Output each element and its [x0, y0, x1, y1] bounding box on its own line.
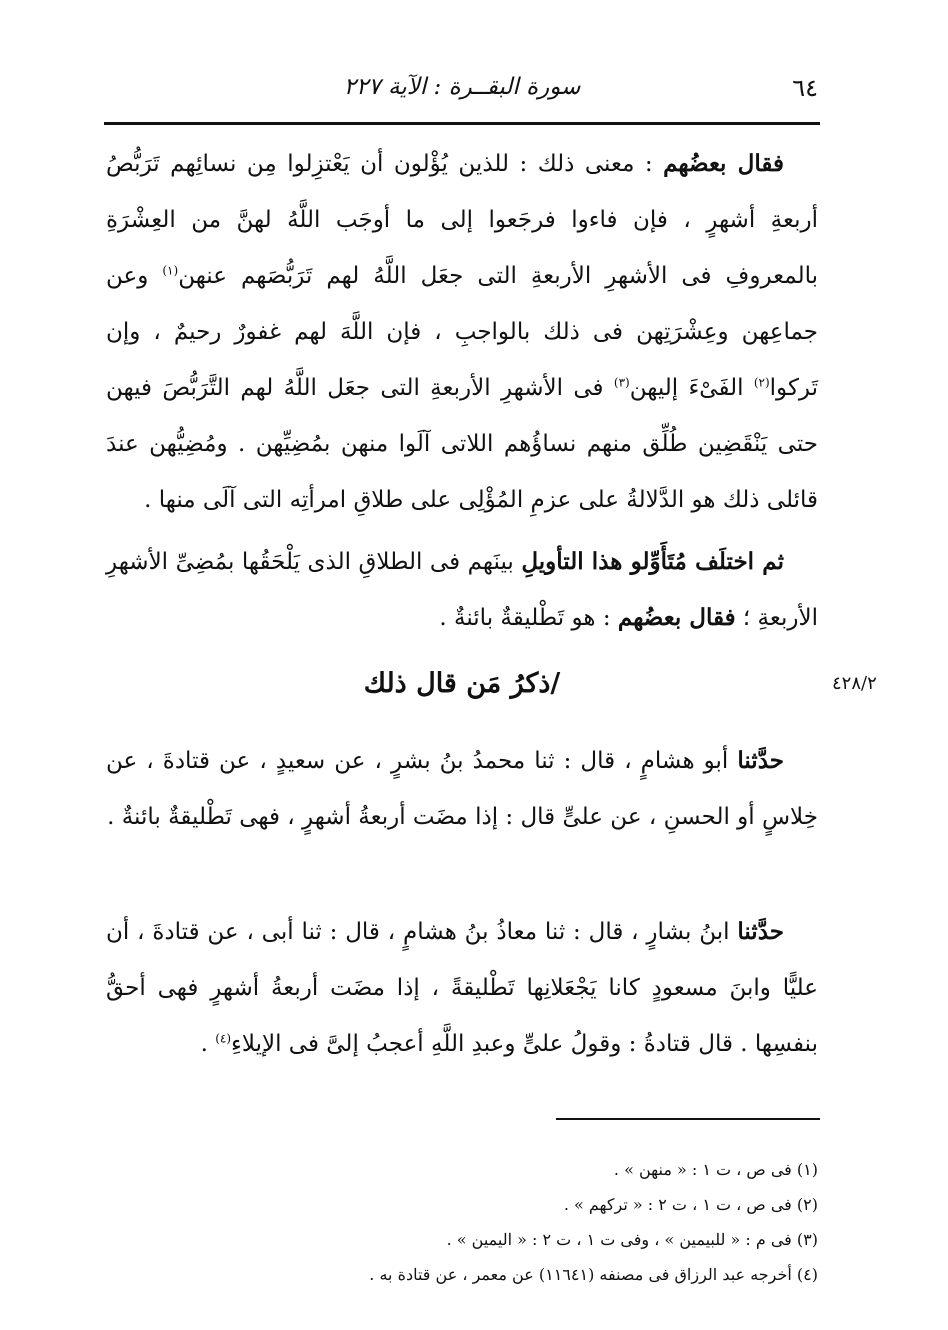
footnote-1: (١) فى ص ، ت ١ : « منهن » .: [613, 1160, 818, 1179]
hadith-1: [106, 733, 818, 845]
footnote-marker-2: (٢): [753, 375, 770, 390]
hadith-lead: حدَّثنا: [737, 747, 784, 774]
page-number: ٦٤: [792, 74, 818, 102]
paragraph-lead-2: فقال بعضُهم: [617, 604, 736, 631]
paragraph-text: بينَهم فى الطلاقِ الذى يَلْحَقُها بمُضِىِّ الأشهرِ الأربعةِ ؛: [106, 549, 818, 631]
commentary-paragraph-2: [106, 534, 818, 646]
hadith-text: ابنُ بشارٍ ، قال : ثنا معاذُ بنُ هشامٍ ، قال : ثنا أبى ، عن قتادةَ ، أن عليًّا وابنَ مسعودٍ كانا يَجْعَلانِها تَطْليقةً ، إذا مضَت أربعةُ أشهرٍ فهى أحقُّ بنفسِها . قال قتادةُ : وقولُ علىٍّ وعبدِ اللَّهِ أعجبُ إلىَّ فى الإيلاءِ: [106, 919, 818, 1057]
footnote-4: (٤) أخرجه عبد الرزاق فى مصنفه (١١٦٤١) عن معمر ، عن قتادة به .: [369, 1265, 818, 1284]
footnote-marker-3: (٣): [613, 375, 630, 390]
hadith-text: أبو هشامٍ ، قال : ثنا محمدُ بنُ بشرٍ ، عن سعيدٍ ، عن قتادةَ ، عن خِلاسٍ أو الحسنِ ، عن علىٍّ قال : إذا مضَت أربعةُ أشهرٍ ، فهى تَطْليقةٌ بائنةٌ .: [106, 748, 818, 830]
paragraph-text: : هو تَطْليقةٌ بائنةٌ .: [439, 605, 618, 631]
paragraph-text: الفَىْءَ إليهن: [629, 375, 754, 401]
paragraph-text: : معنى ذلك : للذين يُؤْلون أن يَعْتزِلوا مِن نسائِهم تَرَبُّصُ أربعةِ أشهرٍ ، فإن فاءوا فرجَعوا إلى ما أوجَب اللَّهُ لهنَّ من العِشْرَةِ بالمعروفِ فى الأشهرِ الأربعةِ التى جعَل اللَّهُ لهم تَرَبُّصَهم عنهن: [106, 151, 818, 289]
paragraph-text: وعن جماعِهن وعِشْرَتِهن فى ذلك بالواجبِ ، فإن اللَّهَ لهم غفورٌ رحيمٌ ، وإن تَركوا: [106, 263, 818, 401]
section-heading: /ذكرُ مَن قال ذلك: [363, 668, 561, 699]
footnote-rule: [556, 1118, 820, 1120]
paragraph-lead: فقال بعضُهم: [663, 150, 784, 177]
footnotes: [106, 1152, 818, 1292]
commentary-paragraph-1: [106, 136, 818, 528]
paragraph-text: فى الأشهرِ الأربعةِ التى جعَل اللَّهُ لهم التَّرَبُّصَ فيهن حتى يَنْقَضِين طُلِّق منهم نساؤُهم اللاتى آلَوا منهن بمُضِيِّهن . ومُضِيُّهن عندَ قائلى ذلك هو الدَّلالةُ على عزمِ المُؤْلِى على طلاقِ امرأتِه التى آلَى منها .: [106, 375, 818, 513]
footnote-3: (٣) فى م : « للبيمين » ، وفى ت ١ ، ت ٢ : « اليمين » .: [446, 1230, 818, 1249]
footnote-marker-4: (٤): [215, 1031, 232, 1046]
running-title: سورة البقــرة : الآية ٢٢٧: [343, 74, 581, 100]
hadith-end: .: [200, 1031, 216, 1057]
page-header: [106, 70, 818, 118]
header-rule: [104, 122, 820, 125]
margin-reference: ٤٢٨/٢: [832, 673, 877, 694]
footnote-2: (٢) فى ص ، ت ١ ، ت ٢ : « تركهم » .: [563, 1195, 818, 1214]
hadith-lead: حدَّثنا: [737, 918, 784, 945]
paragraph-lead: ثم اختلَف مُتَأَوِّلو هذا التأويلِ: [521, 548, 784, 575]
footnote-marker-1: (١): [162, 263, 179, 278]
hadith-2: [106, 904, 818, 1072]
